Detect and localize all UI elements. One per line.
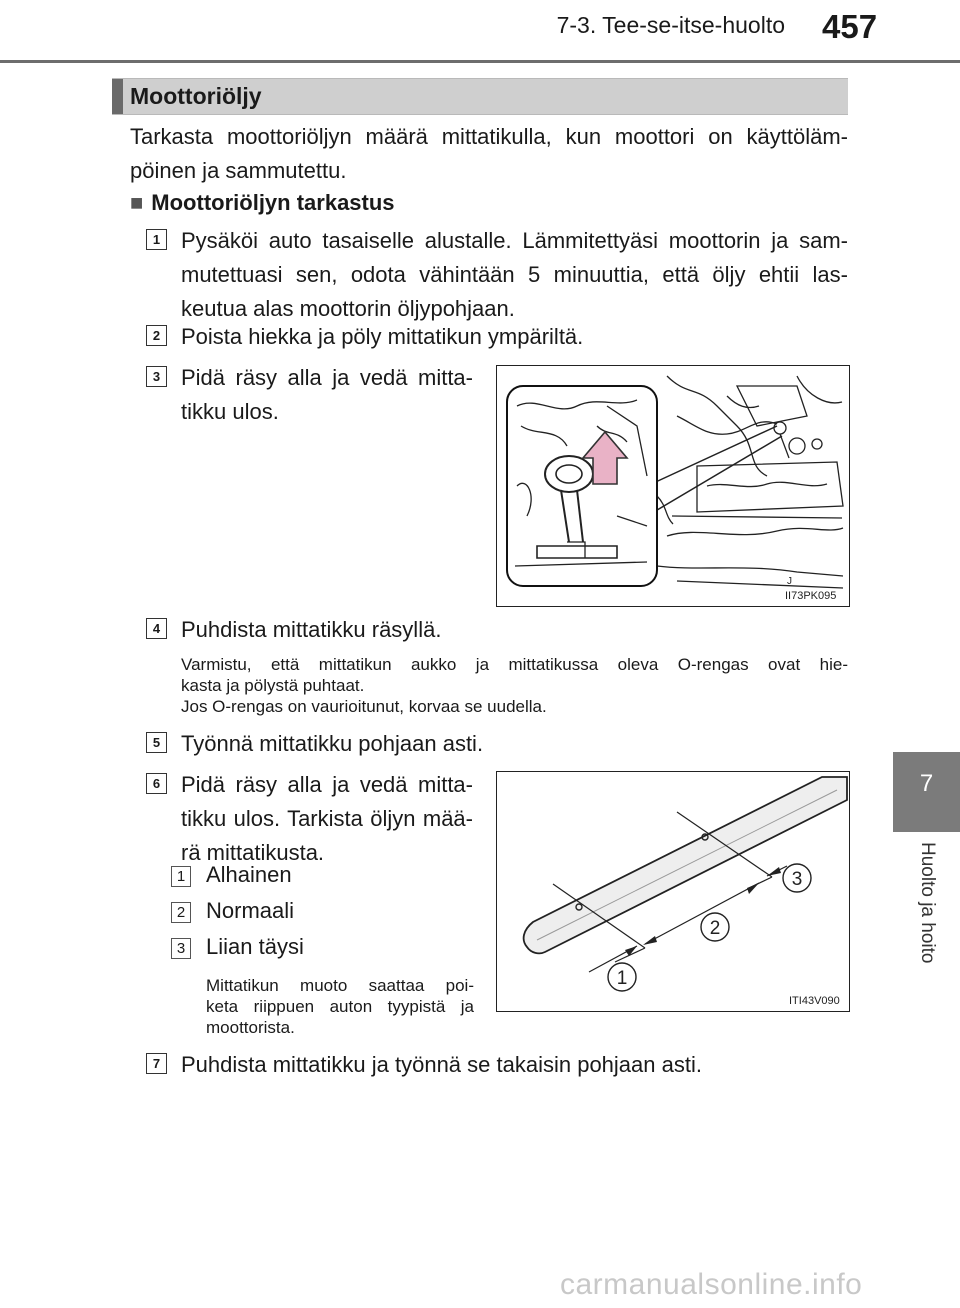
step-line: Pidä räsy alla ja vedä mitta- (181, 365, 473, 390)
callout-normal: 2 (709, 918, 721, 939)
level-item-label: Alhainen (206, 862, 292, 887)
intro-paragraph (130, 120, 848, 188)
note-line: moottorista. (206, 1018, 295, 1037)
note-line: Varmistu, että mittatikun aukko ja mittatikussa oleva O-rengas ovat hie- (181, 655, 848, 674)
level-item-number: 3 (171, 938, 191, 959)
chapter-label-text: Huolto ja hoito (916, 842, 938, 964)
step-line: Puhdista mittatikku räsyllä. (181, 617, 442, 642)
intro-line: pöinen ja sammutettu. (130, 158, 347, 183)
step-line: Työnnä mittatikku pohjaan asti. (181, 731, 484, 756)
step-number: 4 (146, 618, 167, 639)
header-rule (0, 60, 960, 63)
step-number: 1 (146, 229, 167, 250)
step-line: rä mittatikusta. (181, 840, 325, 865)
step-text (181, 361, 473, 429)
step-text (181, 768, 473, 870)
step-note (206, 975, 474, 1038)
dipstick-illustration (497, 772, 849, 1011)
step-text (181, 320, 848, 354)
level-item-label: Normaali (206, 898, 295, 923)
note-line: Jos O-rengas on vaurioitunut, korvaa se uudella. (181, 697, 547, 716)
section-heading (112, 78, 848, 115)
step-line: Pysäköi auto tasaiselle alustalle. Lämmitettyäsi moottorin ja sam- (181, 228, 848, 253)
step-number: 2 (146, 325, 167, 346)
callout-low: 1 (616, 968, 628, 989)
note-line: kasta ja pölystä puhtaat. (181, 676, 365, 695)
chapter-number: 7 (919, 770, 934, 797)
step-line: Puhdista mittatikku ja työnnä se takaisin pohjaan asti. (181, 1052, 702, 1077)
heading-text: Moottoriöljy (130, 83, 262, 109)
footer-watermark[interactable]: carmanualsonline.info (560, 1268, 863, 1301)
level-item-label: Liian täysi (206, 934, 304, 959)
step-line: tikku ulos. Tarkista öljyn mää- (181, 806, 473, 831)
step-text (181, 1048, 848, 1082)
step-number: 7 (146, 1053, 167, 1074)
level-item-number: 1 (171, 866, 191, 887)
subheading-mark: ■ (130, 190, 144, 215)
note-line: keta riippuen auton tyypistä ja (206, 997, 474, 1016)
subheading (130, 190, 395, 216)
step-line: tikku ulos. (181, 399, 279, 424)
step-text (181, 727, 848, 761)
dipstick-level-figure (496, 771, 850, 1012)
callout-full: 3 (791, 869, 803, 890)
step-number: 6 (146, 773, 167, 794)
step-number: 5 (146, 732, 167, 753)
chapter-label (893, 842, 960, 1002)
engine-figure-code: II73PK095 (785, 590, 837, 602)
step-number: 3 (146, 366, 167, 387)
step-line: mutettuasi sen, odota vähintään 5 minuuttia, että öljy ehtii las- (181, 262, 848, 287)
note-line: Mittatikun muoto saattaa poi- (206, 976, 474, 995)
engine-illustration (497, 366, 849, 606)
dipstick-blade (524, 777, 847, 953)
step-text (181, 224, 848, 326)
step-line: keutua alas moottorin öljypohjaan. (181, 296, 515, 321)
subheading-text: Moottoriöljyn tarkastus (151, 190, 395, 215)
step-note (181, 654, 848, 717)
engine-dipstick-figure (496, 365, 850, 607)
engine-figure-mark: J (787, 576, 792, 587)
page-number: 457 (822, 8, 878, 45)
heading-marker (112, 79, 123, 114)
step-line: Pidä räsy alla ja vedä mitta- (181, 772, 473, 797)
dipstick-figure-code: ITI43V090 (789, 995, 840, 1007)
intro-line: Tarkasta moottoriöljyn määrä mittatikulla, kun moottori on käyttöläm- (130, 124, 848, 149)
section-title: 7-3. Tee-se-itse-huolto (556, 12, 785, 38)
level-item-number: 2 (171, 902, 191, 923)
step-line: Poista hiekka ja pöly mittatikun ympäriltä. (181, 324, 584, 349)
step-text (181, 613, 848, 647)
